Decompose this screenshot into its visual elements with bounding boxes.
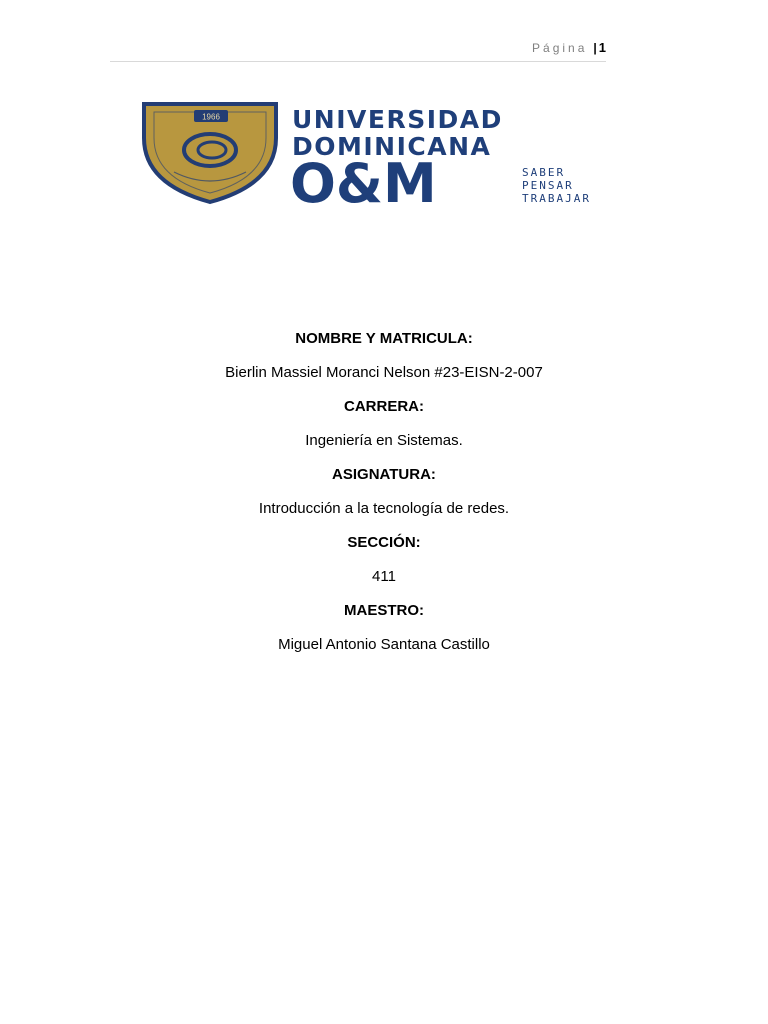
- page-word: Página: [532, 40, 588, 55]
- tagline-pensar: PENSAR: [522, 179, 574, 192]
- page-number: 1: [598, 40, 606, 55]
- logo-line-universidad: UNIVERSIDAD: [292, 105, 503, 134]
- field-value-maestro: Miguel Antonio Santana Castillo: [278, 636, 490, 653]
- field-value-asignatura: Introducción a la tecnología de redes.: [258, 500, 510, 517]
- shield-year: 1966: [202, 112, 220, 122]
- field-value-seccion: 411: [372, 568, 396, 585]
- field-value-carrera: Ingeniería en Sistemas.: [305, 432, 463, 449]
- page-header: [532, 40, 606, 55]
- field-label-nombre: NOMBRE Y MATRICULA:: [295, 330, 473, 347]
- university-logo: [140, 98, 620, 208]
- page-separator: |: [593, 40, 597, 55]
- field-label-asignatura: ASIGNATURA:: [332, 466, 436, 483]
- shield-emblem: [144, 104, 276, 202]
- field-value-nombre: Bierlin Massiel Moranci Nelson #23-EISN-2-007: [225, 364, 543, 381]
- logo-line-dominicana: DOMINICANA: [292, 132, 492, 161]
- tagline-saber: SABER: [522, 166, 566, 179]
- logo-line-om: O&M: [290, 152, 437, 208]
- field-label-maestro: MAESTRO:: [344, 602, 424, 619]
- tagline-trabajar: TRABAJAR: [522, 192, 591, 205]
- field-label-seccion: SECCIÓN:: [347, 534, 421, 551]
- cover-fields: [0, 326, 768, 666]
- header-rule: [110, 61, 606, 62]
- field-label-carrera: CARRERA:: [344, 398, 424, 415]
